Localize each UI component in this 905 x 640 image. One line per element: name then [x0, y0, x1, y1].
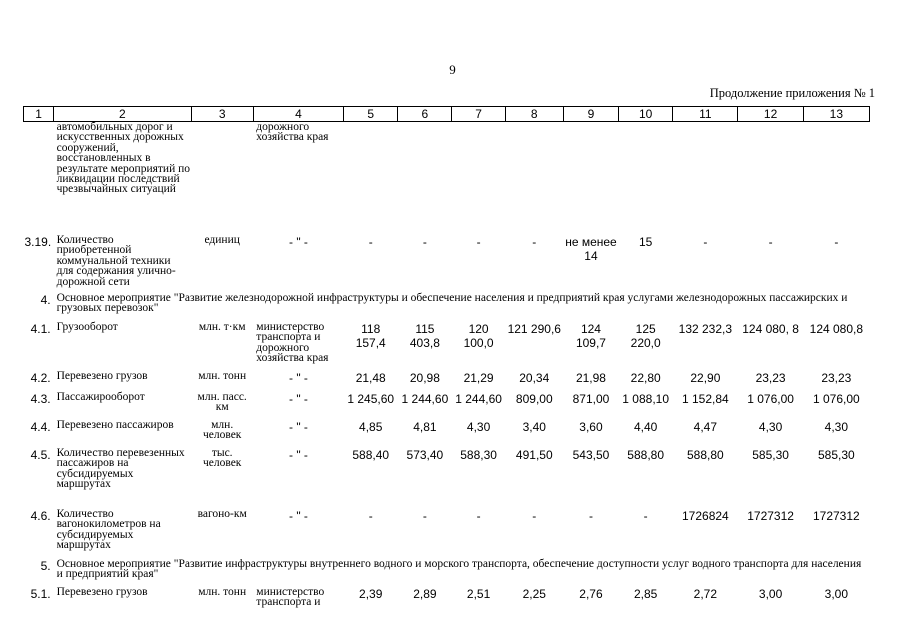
value-cell: 2,76 — [579, 587, 603, 601]
value-cell: 124 080,8 — [809, 322, 864, 336]
value-cell: 809,00 — [515, 392, 553, 406]
responsible-org: дорожного хозяйства края — [256, 121, 329, 144]
value-cell: 2,39 — [359, 587, 383, 601]
row-number: 3.19. — [24, 235, 52, 249]
indicator-name: Перевезено грузов — [56, 586, 148, 598]
value-cell: 23,23 — [755, 371, 786, 385]
value-cell: 120 100,0 — [463, 322, 494, 350]
section-row — [24, 557, 870, 586]
value-cell: 132 232,3 — [678, 322, 733, 336]
value-cell: 4,30 — [824, 420, 849, 434]
value-cell: 1 244,60 — [401, 392, 449, 406]
value-cell: 543,50 — [572, 448, 610, 462]
value-cell: - — [368, 235, 373, 249]
table-row — [24, 233, 870, 291]
header-cell: 9 — [563, 107, 618, 122]
value-cell: 23,23 — [821, 371, 852, 385]
value-cell: 588,30 — [460, 448, 497, 462]
table-row — [24, 419, 870, 447]
table-row — [24, 508, 870, 557]
unit: млн. т·км — [198, 321, 246, 333]
value-cell: 21,98 — [575, 371, 606, 385]
value-cell: 1727312 — [812, 509, 860, 523]
header-cell: 11 — [673, 107, 738, 122]
value-cell: 4,47 — [693, 420, 718, 434]
value-cell: 1 076,00 — [812, 392, 860, 406]
value-cell: 21,29 — [463, 371, 494, 385]
section-title: Основное мероприятие "Развитие инфраструктуры внутреннего водного и морского транспорта, обеспечение доступности услуг водного транспорта для населения и предприятий края" — [56, 558, 862, 581]
value-cell: - — [476, 235, 481, 249]
header-cell: 7 — [452, 107, 505, 122]
row-number: 5.1. — [30, 587, 51, 601]
value-cell: 22,90 — [690, 371, 721, 385]
header-cell: 12 — [738, 107, 803, 122]
indicator-name: Пассажирооборот — [56, 391, 145, 403]
value-cell: 585,30 — [752, 448, 789, 462]
value-cell: - — [368, 509, 373, 523]
value-cell: 4,40 — [633, 420, 658, 434]
table-row — [24, 370, 870, 391]
section-number: 4. — [40, 293, 51, 307]
row-number: 4.6. — [30, 509, 51, 523]
value-cell: 2,51 — [466, 587, 491, 601]
indicator-name: Грузооборот — [56, 321, 118, 333]
value-cell: 21,48 — [355, 371, 386, 385]
value-cell: 1 152,84 — [682, 392, 729, 406]
value-cell: - — [422, 235, 427, 249]
row-number — [24, 122, 54, 234]
unit: тыс. человек — [202, 447, 242, 470]
unit: млн. тонн — [198, 586, 247, 598]
row-number: 4.2. — [30, 371, 51, 385]
responsible-org: - " - — [288, 448, 308, 462]
value-cell: 1 244,60 — [455, 392, 502, 406]
value-cell: 871,00 — [572, 392, 610, 406]
section-title: Основное мероприятие "Развитие железнодорожной инфраструктуры и обеспечение населения и предприятий края услугами железнодорожных пассажирских и грузовых перевозок" — [56, 292, 848, 315]
value-cell: 3,60 — [579, 420, 603, 434]
value-cell: 124 109,7 — [575, 322, 606, 350]
value-cell: 3,40 — [522, 420, 546, 434]
value-cell: 3,00 — [758, 587, 783, 601]
value-cell: 118 157,4 — [355, 322, 386, 350]
header-cell: 10 — [619, 107, 673, 122]
value-cell: - — [643, 509, 648, 523]
value-cell: 4,30 — [466, 420, 491, 434]
value-cell: 491,50 — [515, 448, 553, 462]
table-row — [24, 122, 870, 234]
unit: вагоно-км — [197, 508, 247, 520]
table-row — [24, 586, 870, 613]
header-cell: 2 — [54, 107, 191, 122]
value-cell: 4,30 — [758, 420, 783, 434]
value-cell: 22,80 — [630, 371, 661, 385]
value-cell: 588,80 — [687, 448, 724, 462]
unit: единиц — [204, 234, 240, 246]
indicator-name: Перевезено пассажиров — [56, 419, 174, 431]
value-cell: - — [703, 235, 708, 249]
indicator-name: автомобильных дорог и искусственных дорожных сооружений, восстановленных в результате мероприятий по ликвидации последствий чрезвычайных ситуаций — [56, 121, 191, 196]
row-number: 4.4. — [30, 420, 51, 434]
responsible-org: - " - — [288, 392, 308, 406]
value-cell: 588,40 — [352, 448, 390, 462]
value-cell: 4,81 — [413, 420, 437, 434]
header-cell: 3 — [191, 107, 253, 122]
indicator-name: Количество перевезенных пассажиров на субсидируемых маршрутах — [56, 447, 185, 491]
table-row — [24, 321, 870, 370]
value-cell: 1727312 — [747, 509, 794, 523]
row-number: 4.1. — [30, 322, 51, 336]
value-cell: 2,89 — [413, 587, 437, 601]
value-cell: 1 076,00 — [747, 392, 794, 406]
indicator-name: Перевезено грузов — [56, 370, 148, 382]
value-cell: 115 403,8 — [409, 322, 440, 350]
value-cell: - — [588, 509, 593, 523]
page-number: 9 — [449, 62, 456, 77]
responsible-org: министерство транспорта и дорожного хозяйства края — [256, 321, 329, 365]
value-cell: 121 290,6 — [507, 322, 561, 336]
section-row — [24, 291, 870, 321]
value-cell: не менее 14 — [565, 235, 617, 263]
value-cell: 2,72 — [693, 587, 718, 601]
header-cell: 6 — [398, 107, 452, 122]
value-cell: - — [532, 509, 537, 523]
header-cell: 1 — [24, 107, 54, 122]
value-cell: 20,98 — [409, 371, 440, 385]
value-cell: 4,85 — [359, 420, 383, 434]
value-cell: 1 245,60 — [347, 392, 395, 406]
value-cell: 588,80 — [627, 448, 664, 462]
value-cell: - — [834, 235, 839, 249]
responsible-org: - " - — [288, 235, 308, 249]
indicator-name: Количество вагонокилометров на субсидируемых маршрутах — [56, 508, 161, 552]
value-cell: 125 220,0 — [630, 322, 661, 350]
section-number: 5. — [40, 559, 51, 573]
responsible-org: министерство транспорта и — [256, 586, 325, 609]
indicator-name: Количество приобретенной коммунальной техники для содержания улично-дорожной сети — [56, 234, 176, 288]
unit — [191, 122, 253, 234]
value-cell: 20,34 — [519, 371, 550, 385]
header-cell: 5 — [344, 107, 398, 122]
row-number: 4.5. — [30, 448, 51, 462]
value-cell: - — [422, 509, 427, 523]
unit: млн. человек — [202, 419, 242, 442]
unit: млн. пасс. км — [197, 391, 247, 414]
value-cell: - — [532, 235, 537, 249]
appendix-note: Продолжение приложения № 1 — [709, 86, 875, 100]
value-cell: - — [768, 235, 773, 249]
value-cell: 124 080, 8 — [742, 322, 799, 336]
value-cell: 3,00 — [824, 587, 849, 601]
responsible-org: - " - — [288, 371, 308, 385]
value-cell: 15 — [638, 235, 653, 249]
header-cell: 8 — [505, 107, 563, 122]
unit: млн. тонн — [198, 370, 247, 382]
value-cell: 2,25 — [522, 587, 546, 601]
responsible-org: - " - — [288, 509, 308, 523]
responsible-org: - " - — [288, 420, 308, 434]
table-row — [24, 391, 870, 419]
column-number-header — [24, 107, 870, 122]
indicators-table — [23, 106, 870, 613]
header-cell: 13 — [803, 107, 869, 122]
value-cell: 2,85 — [633, 587, 658, 601]
header-cell: 4 — [253, 107, 343, 122]
value-cell: 573,40 — [406, 448, 444, 462]
table-row — [24, 447, 870, 508]
value-cell: - — [476, 509, 481, 523]
row-number: 4.3. — [30, 392, 51, 406]
value-cell: 585,30 — [817, 448, 855, 462]
value-cell: 1 088,10 — [622, 392, 670, 406]
value-cell: 1726824 — [682, 509, 729, 523]
